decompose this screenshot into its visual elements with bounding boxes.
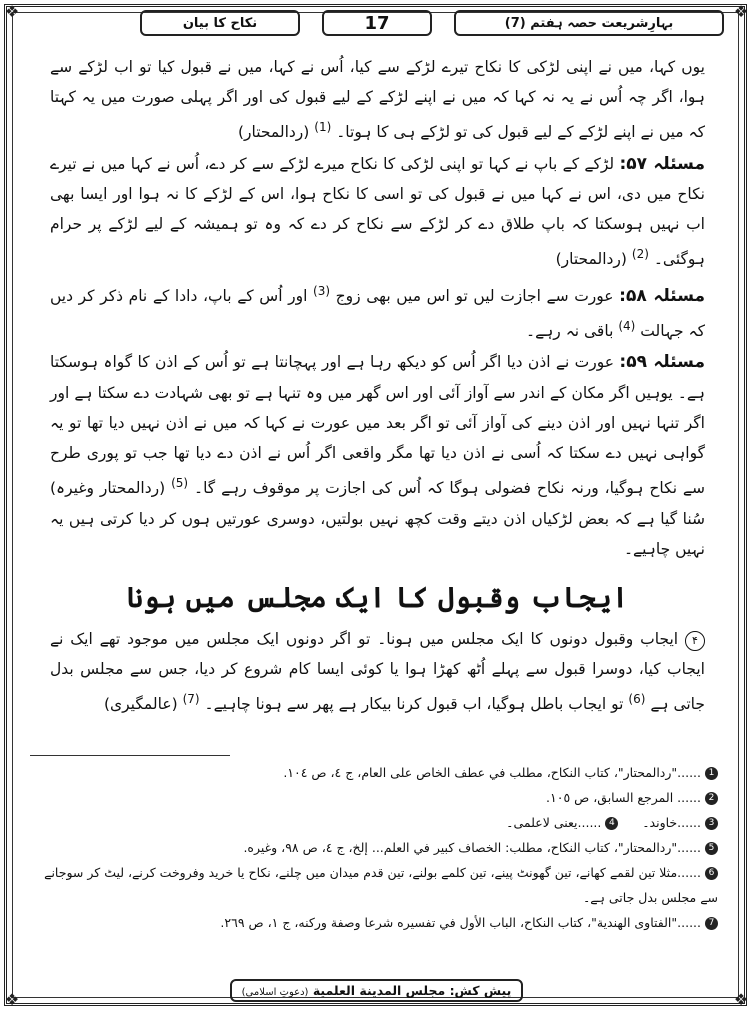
section-heading: ایجاب وقبول کا ایک مجلس میں ہونا	[126, 581, 629, 615]
page-number: 17	[322, 10, 432, 36]
footnote-item: 7......"الفتاوى الهندية"، كتاب النكاح، الباب الأول في تفسيره شرعا وصفة وركنه، ج ١، ص ٢٦٩.	[30, 910, 718, 935]
source-citation: (ردالمحتار)	[555, 250, 627, 269]
corner-ornament-icon: ❖	[4, 2, 20, 21]
chapter-title: نکاح کا بیان	[140, 10, 300, 36]
source-citation: (ردالمحتار وغیرہ)	[50, 479, 166, 498]
footnote-ref: (2)	[631, 247, 649, 262]
masala-58: مسئلہ ۵۸: عورت سے اجازت لیں تو اس میں بھی زوج $^{(3)}$ اور اُس کے باپ، دادا کے نام ذکر کر دیں کہ جہالت $^{(4)}$ باقی نہ رہے۔	[50, 283, 706, 341]
masala-57: مسئلہ ۵۷: لڑکے کے باپ نے کہا تو اپنی لڑکی کا نکاح میرے لڑکے سے کر دے، اُس نے کہا میں نے تیرے نکاح میں دی، اس نے کہا میں نے قبول کی تو اسی کا نکاح ہوا، اس کے لڑکے کا نہ ہوا اور ایسا بھی اب نہیں ہوسکتا کہ باپ طلاق دے کر لڑکے سے نکاح کر دے کہ وہ تو ہمیشہ کے لیے لڑکے پر حرام ہوگئی۔ $^{(2)}$ (ردالمحتار)	[50, 153, 705, 269]
source-citation: (عالمگیری)	[103, 695, 178, 714]
footnotes	[30, 760, 718, 935]
footnote-item: 6......مثلا تین لقمے کھانے، تین گھونٹ پینے، تین کلمے بولنے، تین قدم میدان میں چلنے، نکاح یا خرید وفروخت کرنے، لیٹ کر سوجانے سے مجلس بدل جاتی ہے۔	[44, 865, 718, 905]
footnote-item: 2...... المرجع السابق، ص ١٠٥.	[30, 785, 718, 810]
masala-label: مسئلہ ۵۸:	[619, 285, 706, 306]
condition-number: ۴	[685, 631, 705, 651]
paragraph-1: یوں کہا، میں نے اپنی لڑکی کا نکاح تیرے لڑکے سے کیا، اُس نے کہا، میں نے قبول کیا تو اب لڑکے سے ہوا، اگر چہ اُس نے یہ نہ کہا کہ میں نے اپنے لڑکے کے لیے قبول کی اور اگر پہلی صورت میں یہ کہتا کہ میں نے اپنے لڑکے کے لیے قبول کی تو لڑکے ہی کا ہوتا۔ $^{(1)}$ (ردالمحتار)	[50, 58, 705, 142]
masala-label: مسئلہ ۵۷:	[619, 153, 705, 174]
main-text	[50, 52, 705, 721]
condition-4: ۴ ایجاب وقبول دونوں کا ایک مجلس میں ہونا۔ تو اگر دونوں ایک مجلس میں موجود تھے ایک نے ایجاب کیا، دوسرا قبول سے پہلے اُٹھ کھڑا ہوا یا کوئی ایسا کام شروع کر دیا، جس سے مجلس بدل جاتی ہے $^{(6)}$ تو ایجاب باطل ہوگیا، اب قبول کرنا بیکار ہے پھر سے ہونا چاہیے۔ $^{(7)}$ (عالمگیری)	[50, 630, 705, 714]
footnote-ref: (1)	[314, 120, 332, 135]
footnote-ref: (4)	[618, 319, 636, 334]
masala-59: مسئلہ ۵۹: عورت نے اذن دیا اگر اُس کو دیکھ رہا ہے اور پہچانتا ہے تو اُس کے اذن کا گواہ ہوسکتا ہے۔ یوہیں اگر مکان کے اندر سے آواز آئی اور اس گھر میں وہ تنہا ہے تو بھی شہادت دے سکتا ہے اور اگر تنہا نہیں اور اذن دینے کی آواز آئی تو اگر بعد میں عورت نے کہا کہ میں نے اذن نہیں دیا تھا تو یہ گواہی نہیں دے سکتا کہ اُسی نے اذن دیا تھا مگر واقعی اگر اُس نے اذن دے دیا تھا جب تو پوری طرح سے نکاح ہوگیا، ورنہ نکاح فضولی ہوگا کہ اُس کی اجازت پر موقوف رہے گا۔ $^{(5)}$ (ردالمحتار وغیرہ) سُنا گیا ہے کہ بعض لڑکیاں اذن دیتے وقت کچھ نہیں بولتیں، دوسری عورتیں ہوں کر دیا کرتی ہیں یہ نہیں چاہیے۔	[50, 352, 705, 558]
footnote-item: 3......خاوند۔ 4......یعنی لاعلمی۔	[30, 810, 718, 835]
publisher-name: مجلس المدينة العلمية	[312, 982, 446, 998]
corner-ornament-icon: ❖	[733, 2, 749, 21]
footnote-ref: (5)	[171, 476, 189, 491]
footnote-divider	[30, 755, 230, 756]
footnote-item: 1......"ردالمحتار"، كتاب النكاح، مطلب في عطف الخاص على العام، ج ٤، ص ١٠٤.	[30, 760, 718, 785]
page-footer	[0, 975, 753, 1005]
corner-ornament-icon: ❖	[733, 990, 749, 1009]
publisher-box: پیش کش: مجلس المدينة العلمية (دعوتِ اسلامی)	[230, 979, 524, 1002]
footnote-ref: (7)	[182, 692, 200, 707]
footnote-ref: (6)	[628, 692, 646, 707]
footnote-item: 5......"ردالمحتار"، كتاب النكاح، مطلب: الخصاف كبير في العلم... إلخ، ج ٤، ص ٩٨، وغيره.	[30, 835, 718, 860]
corner-ornament-icon: ❖	[4, 990, 20, 1009]
page-header	[22, 10, 731, 40]
source-citation: (ردالمحتار)	[237, 123, 310, 142]
book-title: بہارِشریعت حصہ ہفتم (7)	[454, 10, 724, 36]
masala-label: مسئلہ ۵۹:	[619, 352, 705, 373]
footnote-ref: (3)	[313, 283, 331, 298]
